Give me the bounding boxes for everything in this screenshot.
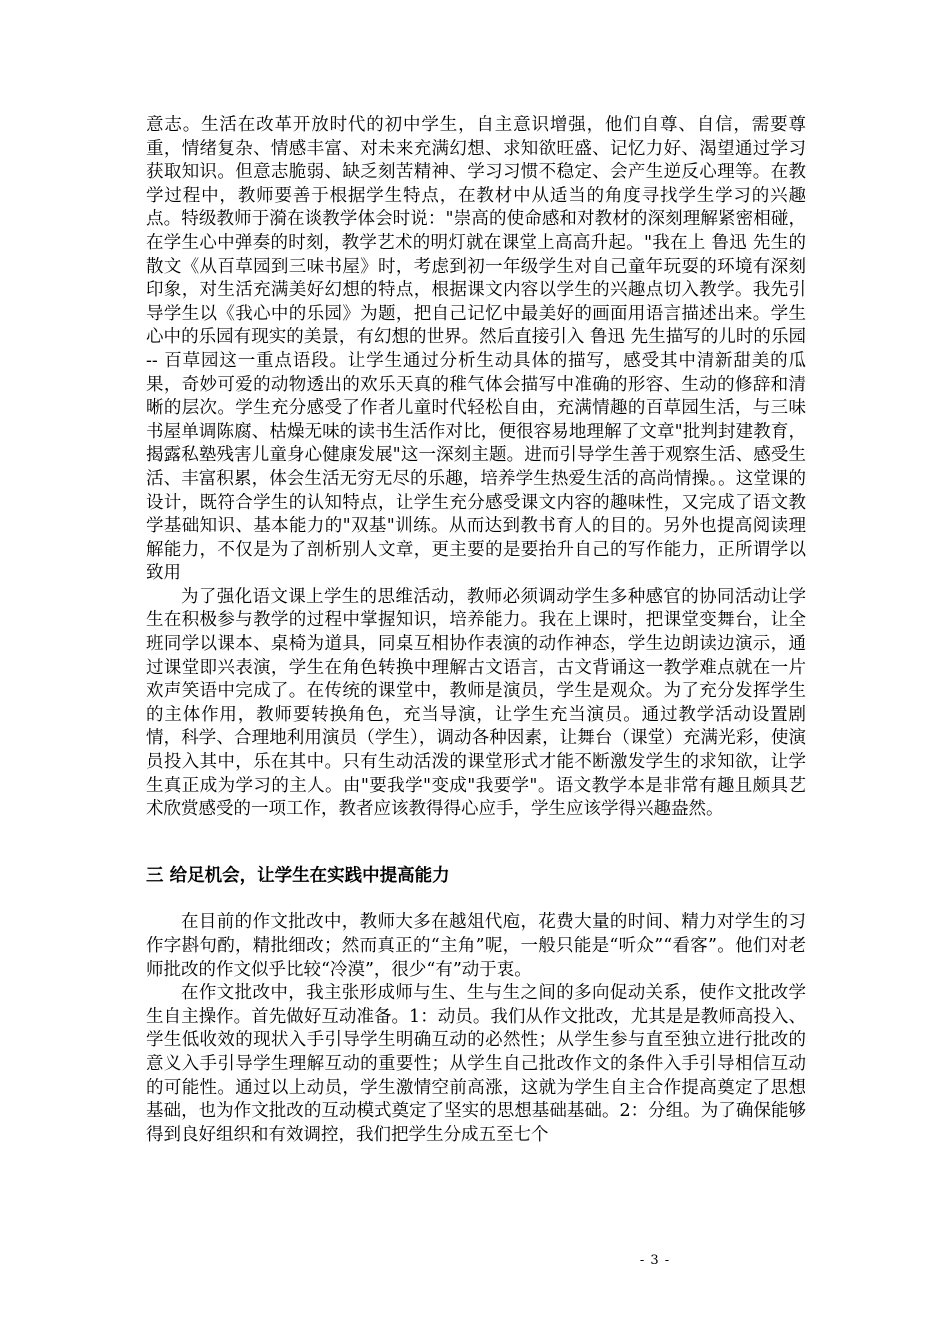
paragraph-gap xyxy=(146,888,806,911)
section-heading: 三 给足机会，让学生在实践中提高能力 xyxy=(146,865,450,886)
body-paragraph-continued: 意志。生活在改革开放时代的初中学生，自主意识增强，他们自尊、自信，需要尊重，情绪复杂、情感丰富、对未来充满幻想、求知欲旺盛、记忆力好、渴望通过学习获取知识。但意志脆弱、缺乏刻苦精神、学习习惯不稳定、会产生逆反心理等。在教学过程中，教师要善于根据学生特点，在教材中从适当的角度寻找学生学习的兴趣点。特级教师于漪在谈教学体会时说："崇高的使命感和对教材的深刻理解紧密相碰，在学生心中弹奏的时刻，教学艺术的明灯就在课堂上高高升起。"我在上 鲁迅 先生的散文《从百草园到三味书屋》时，考虑到初一年级学生对自己童年玩耍的环境有深刻印象，对生活充满美好幻想的特点，根据课文内容以学生的兴趣点切入教学。我先引导学生以《我心中的乐园》为题，把自己记忆中最美好的画面用语言描述出来。学生心中的乐园有现实的美景，有幻想的世界。然后直接引入 鲁迅 先生描写的儿时的乐园 -- 百草园这一重点语段。让学生通过分析生动具体的描写，感受其中清新甜美的瓜果，奇妙可爱的动物透出的欢乐天真的稚气体会描写中准确的形容、生动的修辞和清晰的层次。学生充分感受了作者儿童时代轻松自由，充满情趣的百草园生活，与三味书屋单调陈腐、枯燥无味的读书生活作对比，便很容易地理解了文章"批判封建教育，揭露私塾残害儿童身心健康发展"这一深刻主题。进而引导学生善于观察生活、感受生活、丰富积累，体会生活无穷无尽的乐趣，培养学生热爱生活的高尚情操。。这堂课的设计，既符合学生的认知特点，让学生充分感受课文内容的趣味性，又完成了语文教学基础知识、基本能力的"双基"训练。从而达到教书育人的目的。另外也提高阅读理解能力，不仅是为了剖析别人文章，更主要的是要抬升自己的写作能力，正所谓学以致用 xyxy=(146,115,806,584)
body-paragraph: 在作文批改中，我主张形成师与生、生与生之间的多向促动关系，使作文批改学生自主操作。首先做好互动准备。1：动员。我们从作文批改，尤其是是教师高投入、学生低收效的现状入手引导学生明确互动的必然性；从学生参与直至独立进行批改的意义入手引导学生理解互动的重要性；从学生自己批改作文的条件入手引导相信互动的可能性。通过以上动员，学生激情空前高涨，这就为学生自主合作提高奠定了思想基础，也为作文批改的互动模式奠定了坚实的思想基础基础。2：分组。为了确保能够得到良好组织和有效调控，我们把学生分成五至七个 xyxy=(146,983,806,1145)
page-number: - 3 - xyxy=(639,1253,671,1268)
body-paragraph: 在目前的作文批改中，教师大多在越俎代庖，花费大量的时间、精力对学生的习作字斟句酌，精批细改；然而真正的“主角”呢，一般只能是“听众”“看客”。他们对老师批改的作文似乎比较“冷漠”，很少“有”动于衷。 xyxy=(146,912,806,980)
body-paragraph: 为了强化语文课上学生的思维活动，教师必须调动学生多种感官的协同活动让学生在积极参与教学的过程中掌握知识，培养能力。我在上课时，把课堂变舞台，让全班同学以课本、桌椅为道具，同桌互相协作表演的动作神态，学生边朗读边演示，通过课堂即兴表演，学生在角色转换中理解古文语言，古文背诵这一教学难点就在一片欢声笑语中完成了。在传统的课堂中，教师是演员，学生是观众。为了充分发挥学生的主体作用，教师要转换角色，充当导演，让学生充当演员。通过教学活动设置剧情，科学、合理地利用演员（学生），调动各种因素，让舞台（课堂）充满光彩，使演员投入其中，乐在其中。只有生动活泼的课堂形式才能不断激发学生的求知欲，让学生真正成为学习的主人。由"要我学"变成"我要学"。语文教学本是非常有趣且颇具艺术欣赏感受的一项工作，教者应该教得得心应手，学生应该学得兴趣盎然。 xyxy=(146,586,806,820)
paragraph-gap xyxy=(146,822,806,845)
document-body xyxy=(146,114,806,1147)
